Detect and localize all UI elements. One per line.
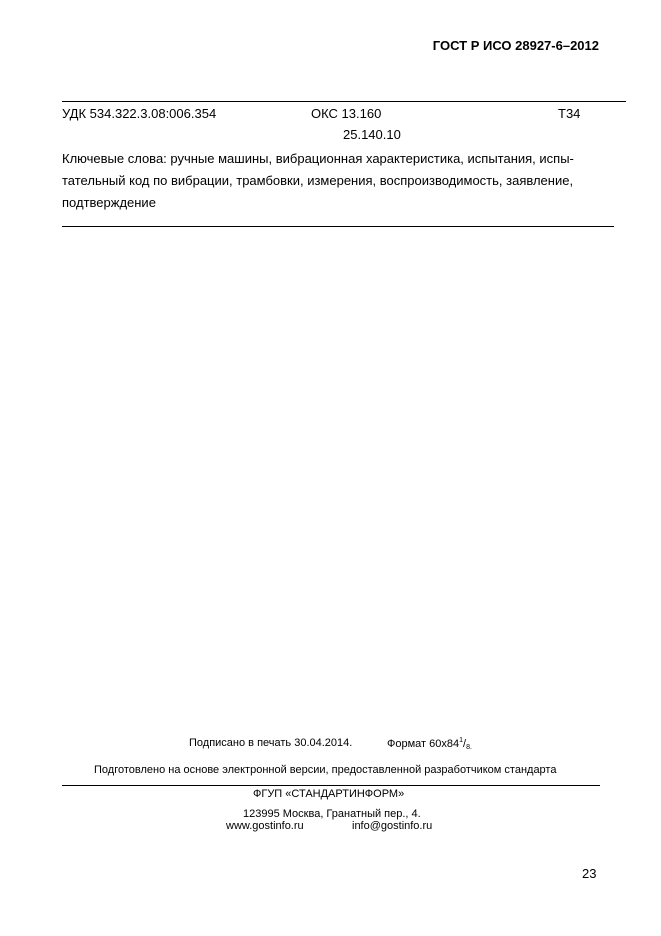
publisher-name: ФГУП «СТАНДАРТИНФОРМ» [253,788,405,800]
print-format-end: . [469,744,472,751]
imprint-divider [62,785,600,786]
udk-code: УДК 534.322.3.08:006.354 [62,106,217,121]
prepared-note: Подготовлено на основе электронной версии, предоставленной разработчиком стандарта [94,764,557,776]
signed-for-print: Подписано в печать 30.04.2014. [189,737,353,749]
keywords-line: Ключевые слова: ручные машины, вибрационная характеристика, испытания, испы- [62,151,574,166]
keywords-line: тательный код по вибрации, трамбовки, измерения, воспроизводимость, заявление, [62,173,574,188]
t-code: Т34 [558,106,581,121]
oks-code-primary: ОКС 13.160 [311,106,382,121]
standard-number: ГОСТ Р ИСО 28927-6–2012 [432,38,599,53]
print-format: Формат $60х84^1/_{8.}$ [387,737,472,751]
publisher-address: 123995 Москва, Гранатный пер., 4. [243,808,421,820]
keywords-paragraph [62,148,602,214]
keywords-divider [62,226,614,227]
publisher-email: info@gostinfo.ru [352,820,433,832]
print-format-denominator: 8 [466,744,470,751]
oks-code-secondary: 25.140.10 [343,127,401,142]
page-number: 23 [582,866,597,881]
top-divider [62,101,626,102]
keywords-line: подтверждение [62,195,156,210]
print-format-label: Формат 60х84 [387,738,460,750]
publisher-website: www.gostinfo.ru [226,820,304,832]
print-format-numerator: 1 [459,737,464,744]
